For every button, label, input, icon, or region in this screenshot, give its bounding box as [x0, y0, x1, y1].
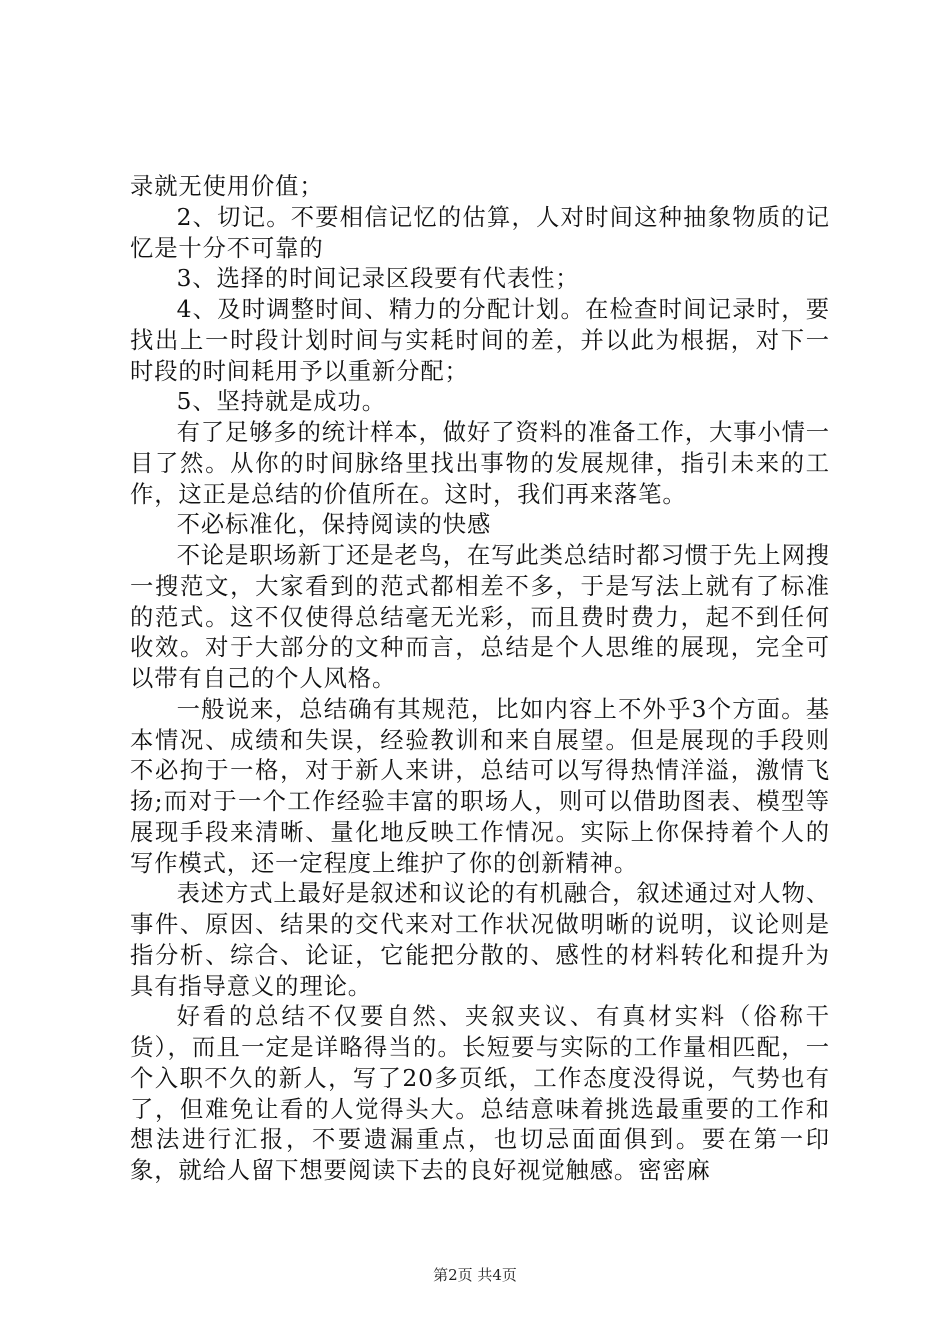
page-number-footer: 第2页 共4页 [433, 1266, 517, 1284]
section-heading: 不必标准化，保持阅读的快感 [176, 511, 492, 539]
paragraph: 好看的总结不仅要自然、夹叙夹议、有真材实料（俗称干货），而且一定是详略得当的。长短要与实际的工作量相匹配，一个入职不久的新人，写了20多页纸，工作态度没得说，气势也有了，但难免让看的人觉得头大。总结意味着挑选最重要的工作和想法进行汇报，不要遗漏重点，也切忌面面俱到。要在第一印象，就给人留下想要阅读下去的良好视觉触感。密密麻 [130, 1003, 830, 1184]
paragraph: 有了足够多的统计样本，做好了资料的准备工作，大事小情一目了然。从你的时间脉络里找出事物的发展规律，指引未来的工作，这正是总结的价值所在。这时，我们再来落笔。 [130, 419, 830, 508]
paragraph: 2、切记。不要相信记忆的估算，人对时间这种抽象物质的记忆是十分不可靠的 [130, 203, 830, 262]
paragraph: 4、及时调整时间、精力的分配计划。在检查时间记录时，要找出上一时段计划时间与实耗时间的差，并以此为根据，对下一时段的时间耗用予以重新分配； [130, 296, 830, 385]
paragraph: 不论是职场新丁还是老鸟，在写此类总结时都习惯于先上网搜一搜范文，大家看到的范式都相差不多，于是写法上就有了标准的范式。这不仅使得总结毫无光彩，而且费时费力，起不到任何收效。对于大部分的文种而言，总结是个人思维的展现，完全可以带有自己的个人风格。 [130, 542, 830, 692]
paragraph: 3、选择的时间记录区段要有代表性； [176, 265, 580, 293]
paragraph: 5、坚持就是成功。 [176, 388, 386, 416]
paragraph: 一般说来，总结确有其规范，比如内容上不外乎3个方面。基本情况、成绩和失误，经验教训和来自展望。但是展现的手段则不必拘于一格，对于新人来讲，总结可以写得热情洋溢，激情飞扬;而对于一个工作经验丰富的职场人，则可以借助图表、模型等展现手段来清晰、量化地反映工作情况。实际上你保持着个人的写作模式，还一定程度上维护了你的创新精神。 [130, 695, 830, 877]
paragraph: 录就无使用价值； [130, 173, 324, 200]
paragraph: 表述方式上最好是叙述和议论的有机融合，叙述通过对人物、事件、原因、结果的交代来对工作状况做明晰的说明，议论则是指分析、综合、论证，它能把分散的、感性的材料转化和提升为具有指导意义的理论。 [130, 880, 830, 1000]
document-body [130, 172, 830, 1187]
